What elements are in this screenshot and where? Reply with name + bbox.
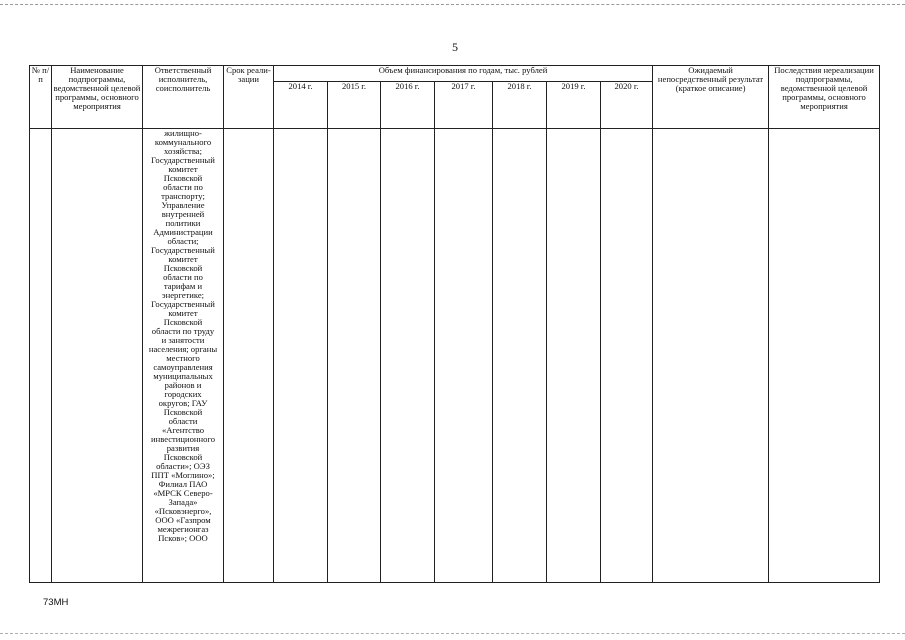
executor-line: области [168, 416, 198, 426]
executor-line: «Псковэнерго», [154, 506, 212, 516]
executor-line: Администрации [153, 227, 213, 237]
header-consequences: Последствия нереализации подпрограммы, ведомственной целевой программы, основного мероприятия [769, 66, 880, 129]
header-year: 2017 г. [435, 82, 493, 129]
executor-line: развития [166, 443, 200, 453]
executor-line: коммунального [154, 137, 212, 147]
executor-line: Псковской [163, 173, 203, 183]
executor-line: Псковской [163, 452, 203, 462]
executor-line: ППТ «Моглино»; [151, 470, 215, 480]
cell-2020 [601, 129, 653, 583]
executor-line: области по труду [151, 326, 215, 336]
executor-line: комитет [168, 254, 198, 264]
executor-line: Государственный [151, 245, 215, 255]
scan-bottom-edge [0, 633, 905, 634]
header-year: 2018 г. [493, 82, 547, 129]
executor-line: Псков»; ООО [158, 533, 208, 543]
header-name: Наименование подпрограммы, ведомственной целевой программы, основного мероприятия [52, 66, 143, 129]
cell-2018 [493, 129, 547, 583]
executor-line: области по [163, 182, 203, 192]
cell-2017 [435, 129, 493, 583]
executor-line: Государственный [151, 155, 215, 165]
cell-2016 [381, 129, 435, 583]
executor-line: тарифам и [163, 281, 203, 291]
executor-line: комитет [168, 308, 198, 318]
executor-line: ООО «Газпром [155, 515, 211, 525]
executor-line: и занятости [161, 335, 205, 345]
executor-line: хозяйства; [164, 146, 202, 156]
program-table [29, 65, 880, 583]
cell-2015 [328, 129, 381, 583]
executor-line: области по [163, 272, 203, 282]
executor-line: транспорту; [161, 191, 205, 201]
executor-line: межрегионгаз [157, 524, 209, 534]
header-term: Срок реали-зации [224, 66, 274, 129]
executor-line: Псковской [163, 317, 203, 327]
executor-line: «Агентство [161, 425, 205, 435]
executor-line: Государственный [151, 299, 215, 309]
executor-line: энергетике; [161, 290, 205, 300]
header-year: 2016 г. [381, 82, 435, 129]
table-row [30, 129, 880, 583]
page-number: 5 [452, 40, 458, 54]
executor-line: жилищно- [164, 128, 202, 138]
executor-line: инвестиционного [151, 434, 215, 444]
executor-line: муниципальных [153, 371, 213, 381]
cell-name [52, 129, 143, 583]
executor-line: округов; ГАУ [158, 398, 208, 408]
header-year: 2015 г. [328, 82, 381, 129]
cell-2014 [274, 129, 328, 583]
executor-line: Управление [161, 200, 205, 210]
executor-line: комитет [168, 164, 198, 174]
header-year: 2019 г. [547, 82, 601, 129]
header-funding: Объем финансирования по годам, тыс. рублей [274, 66, 653, 82]
cell-result [653, 129, 769, 583]
executor-line: населения; органы [148, 344, 218, 354]
executor-line: Псковской [163, 263, 203, 273]
header-year: 2014 г. [274, 82, 328, 129]
header-executor: Ответственный исполнитель, соисполнитель [143, 66, 224, 129]
cell-term [224, 129, 274, 583]
executor-line: области»; ОЭЗ [156, 461, 210, 471]
executor-line: политики [165, 218, 201, 228]
header-num: № п/п [30, 66, 52, 129]
executor-text [144, 129, 222, 543]
cell-executor [143, 129, 224, 583]
executor-line: «МРСК Северо- [153, 488, 213, 498]
cell-consequences [769, 129, 880, 583]
executor-line: области; [167, 236, 199, 246]
executor-line: Запада» [168, 497, 198, 507]
executor-line: самоуправления [153, 362, 213, 372]
executor-line: Филиал ПАО [158, 479, 208, 489]
executor-line: Псковской [163, 407, 203, 417]
executor-line: городских [164, 389, 202, 399]
header-year: 2020 г. [601, 82, 653, 129]
scan-top-edge [0, 4, 905, 5]
document-code: 73МН [43, 597, 69, 608]
cell-num [30, 129, 52, 583]
executor-line: местного [166, 353, 200, 363]
executor-line: внутренней [161, 209, 205, 219]
cell-2019 [547, 129, 601, 583]
executor-line: районов и [164, 380, 202, 390]
header-result: Ожидаемый непосредственный результат (краткое описание) [653, 66, 769, 129]
